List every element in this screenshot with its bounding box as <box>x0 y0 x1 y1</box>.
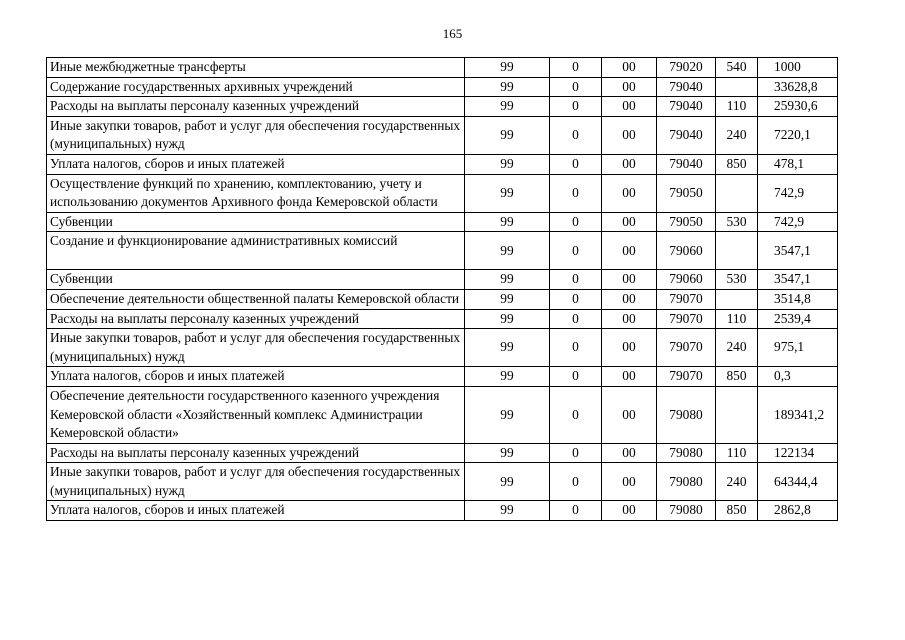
cell-group: 00 <box>602 329 657 367</box>
cell-program: 99 <box>465 329 550 367</box>
cell-subprogram: 0 <box>550 501 602 521</box>
cell-name: Создание и функционирование административных комиссий <box>47 232 465 270</box>
cell-program: 99 <box>465 289 550 309</box>
cell-expense-type <box>716 174 758 212</box>
cell-name: Субвенции <box>47 270 465 290</box>
table-row <box>47 329 838 367</box>
cell-direction-code: 79080 <box>657 443 716 463</box>
cell-expense-type: 110 <box>716 309 758 329</box>
cell-program: 99 <box>465 232 550 270</box>
cell-group: 00 <box>602 367 657 387</box>
cell-expense-type: 530 <box>716 212 758 232</box>
cell-direction-code: 79080 <box>657 501 716 521</box>
cell-expense-type: 240 <box>716 116 758 154</box>
cell-program: 99 <box>465 270 550 290</box>
cell-direction-code: 79040 <box>657 97 716 117</box>
cell-program: 99 <box>465 154 550 174</box>
cell-subprogram: 0 <box>550 329 602 367</box>
cell-expense-type: 240 <box>716 463 758 501</box>
cell-name: Уплата налогов, сборов и иных платежей <box>47 501 465 521</box>
cell-subprogram: 0 <box>550 77 602 97</box>
cell-program: 99 <box>465 443 550 463</box>
cell-direction-code: 79050 <box>657 174 716 212</box>
cell-amount: 25930,6 <box>758 97 838 117</box>
cell-group: 00 <box>602 77 657 97</box>
cell-group: 00 <box>602 289 657 309</box>
cell-direction-code: 79070 <box>657 309 716 329</box>
cell-subprogram: 0 <box>550 463 602 501</box>
cell-group: 00 <box>602 154 657 174</box>
cell-name: Иные закупки товаров, работ и услуг для обеспечения государственных (муниципальных) нужд <box>47 116 465 154</box>
cell-amount: 1000 <box>758 58 838 78</box>
cell-program: 99 <box>465 386 550 443</box>
cell-group: 00 <box>602 97 657 117</box>
cell-subprogram: 0 <box>550 270 602 290</box>
cell-group: 00 <box>602 463 657 501</box>
cell-program: 99 <box>465 58 550 78</box>
cell-direction-code: 79080 <box>657 386 716 443</box>
cell-expense-type: 110 <box>716 443 758 463</box>
cell-direction-code: 79020 <box>657 58 716 78</box>
cell-group: 00 <box>602 270 657 290</box>
cell-amount: 7220,1 <box>758 116 838 154</box>
cell-name: Расходы на выплаты персоналу казенных учреждений <box>47 443 465 463</box>
table-row <box>47 309 838 329</box>
cell-direction-code: 79040 <box>657 154 716 174</box>
cell-amount: 742,9 <box>758 212 838 232</box>
cell-subprogram: 0 <box>550 97 602 117</box>
cell-name: Уплата налогов, сборов и иных платежей <box>47 154 465 174</box>
cell-expense-type: 850 <box>716 501 758 521</box>
cell-program: 99 <box>465 212 550 232</box>
table-row <box>47 443 838 463</box>
cell-amount: 742,9 <box>758 174 838 212</box>
cell-program: 99 <box>465 174 550 212</box>
cell-amount: 33628,8 <box>758 77 838 97</box>
cell-direction-code: 79070 <box>657 367 716 387</box>
cell-group: 00 <box>602 501 657 521</box>
cell-expense-type: 850 <box>716 367 758 387</box>
cell-program: 99 <box>465 77 550 97</box>
cell-group: 00 <box>602 116 657 154</box>
cell-program: 99 <box>465 309 550 329</box>
table-row <box>47 367 838 387</box>
table-row <box>47 501 838 521</box>
table-row <box>47 174 838 212</box>
cell-name: Иные закупки товаров, работ и услуг для обеспечения государственных (муниципальных) нужд <box>47 329 465 367</box>
cell-subprogram: 0 <box>550 289 602 309</box>
cell-group: 00 <box>602 232 657 270</box>
table-row <box>47 463 838 501</box>
cell-name: Обеспечение деятельности общественной палаты Кемеровской области <box>47 289 465 309</box>
cell-amount: 478,1 <box>758 154 838 174</box>
cell-direction-code: 79070 <box>657 329 716 367</box>
cell-amount: 2539,4 <box>758 309 838 329</box>
cell-direction-code: 79060 <box>657 270 716 290</box>
cell-subprogram: 0 <box>550 232 602 270</box>
cell-group: 00 <box>602 386 657 443</box>
table-row <box>47 386 838 443</box>
cell-direction-code: 79080 <box>657 463 716 501</box>
table-row <box>47 77 838 97</box>
budget-table <box>46 57 838 521</box>
cell-amount: 64344,4 <box>758 463 838 501</box>
page-number: 165 <box>442 26 463 41</box>
cell-subprogram: 0 <box>550 174 602 212</box>
cell-expense-type <box>716 232 758 270</box>
cell-amount: 3547,1 <box>758 232 838 270</box>
table-row <box>47 270 838 290</box>
cell-direction-code: 79040 <box>657 77 716 97</box>
cell-group: 00 <box>602 443 657 463</box>
cell-name: Субвенции <box>47 212 465 232</box>
cell-subprogram: 0 <box>550 116 602 154</box>
cell-expense-type <box>716 289 758 309</box>
cell-group: 00 <box>602 174 657 212</box>
cell-subprogram: 0 <box>550 154 602 174</box>
cell-expense-type: 530 <box>716 270 758 290</box>
cell-subprogram: 0 <box>550 443 602 463</box>
table-row <box>47 116 838 154</box>
table-row <box>47 58 838 78</box>
cell-name: Осуществление функций по хранению, комплектованию, учету и использованию документов Архивного фонда Кемеровской области <box>47 174 465 212</box>
cell-amount: 0,3 <box>758 367 838 387</box>
cell-amount: 975,1 <box>758 329 838 367</box>
cell-subprogram: 0 <box>550 367 602 387</box>
cell-program: 99 <box>465 116 550 154</box>
cell-name: Иные межбюджетные трансферты <box>47 58 465 78</box>
cell-program: 99 <box>465 367 550 387</box>
cell-group: 00 <box>602 309 657 329</box>
cell-amount: 3514,8 <box>758 289 838 309</box>
cell-subprogram: 0 <box>550 58 602 78</box>
cell-program: 99 <box>465 463 550 501</box>
cell-name: Иные закупки товаров, работ и услуг для обеспечения государственных (муниципальных) нужд <box>47 463 465 501</box>
table-row <box>47 154 838 174</box>
cell-group: 00 <box>602 212 657 232</box>
cell-subprogram: 0 <box>550 309 602 329</box>
cell-name: Расходы на выплаты персоналу казенных учреждений <box>47 309 465 329</box>
cell-expense-type <box>716 386 758 443</box>
cell-program: 99 <box>465 97 550 117</box>
table-row <box>47 232 838 270</box>
cell-name: Расходы на выплаты персоналу казенных учреждений <box>47 97 465 117</box>
cell-amount: 122134 <box>758 443 838 463</box>
cell-subprogram: 0 <box>550 386 602 443</box>
cell-expense-type: 850 <box>716 154 758 174</box>
cell-amount: 189341,2 <box>758 386 838 443</box>
cell-expense-type: 240 <box>716 329 758 367</box>
cell-name: Уплата налогов, сборов и иных платежей <box>47 367 465 387</box>
cell-name: Обеспечение деятельности государственного казенного учреждения Кемеровской области «Хозяйственный комплекс Администрации Кемеровской области» <box>47 386 465 443</box>
cell-amount: 2862,8 <box>758 501 838 521</box>
cell-group: 00 <box>602 58 657 78</box>
cell-program: 99 <box>465 501 550 521</box>
cell-direction-code: 79070 <box>657 289 716 309</box>
table-row <box>47 212 838 232</box>
cell-expense-type: 110 <box>716 97 758 117</box>
cell-direction-code: 79050 <box>657 212 716 232</box>
table-row <box>47 97 838 117</box>
table-body <box>47 58 838 521</box>
cell-subprogram: 0 <box>550 212 602 232</box>
cell-name: Содержание государственных архивных учреждений <box>47 77 465 97</box>
cell-direction-code: 79040 <box>657 116 716 154</box>
cell-direction-code: 79060 <box>657 232 716 270</box>
cell-expense-type: 540 <box>716 58 758 78</box>
table-row <box>47 289 838 309</box>
cell-expense-type <box>716 77 758 97</box>
cell-amount: 3547,1 <box>758 270 838 290</box>
